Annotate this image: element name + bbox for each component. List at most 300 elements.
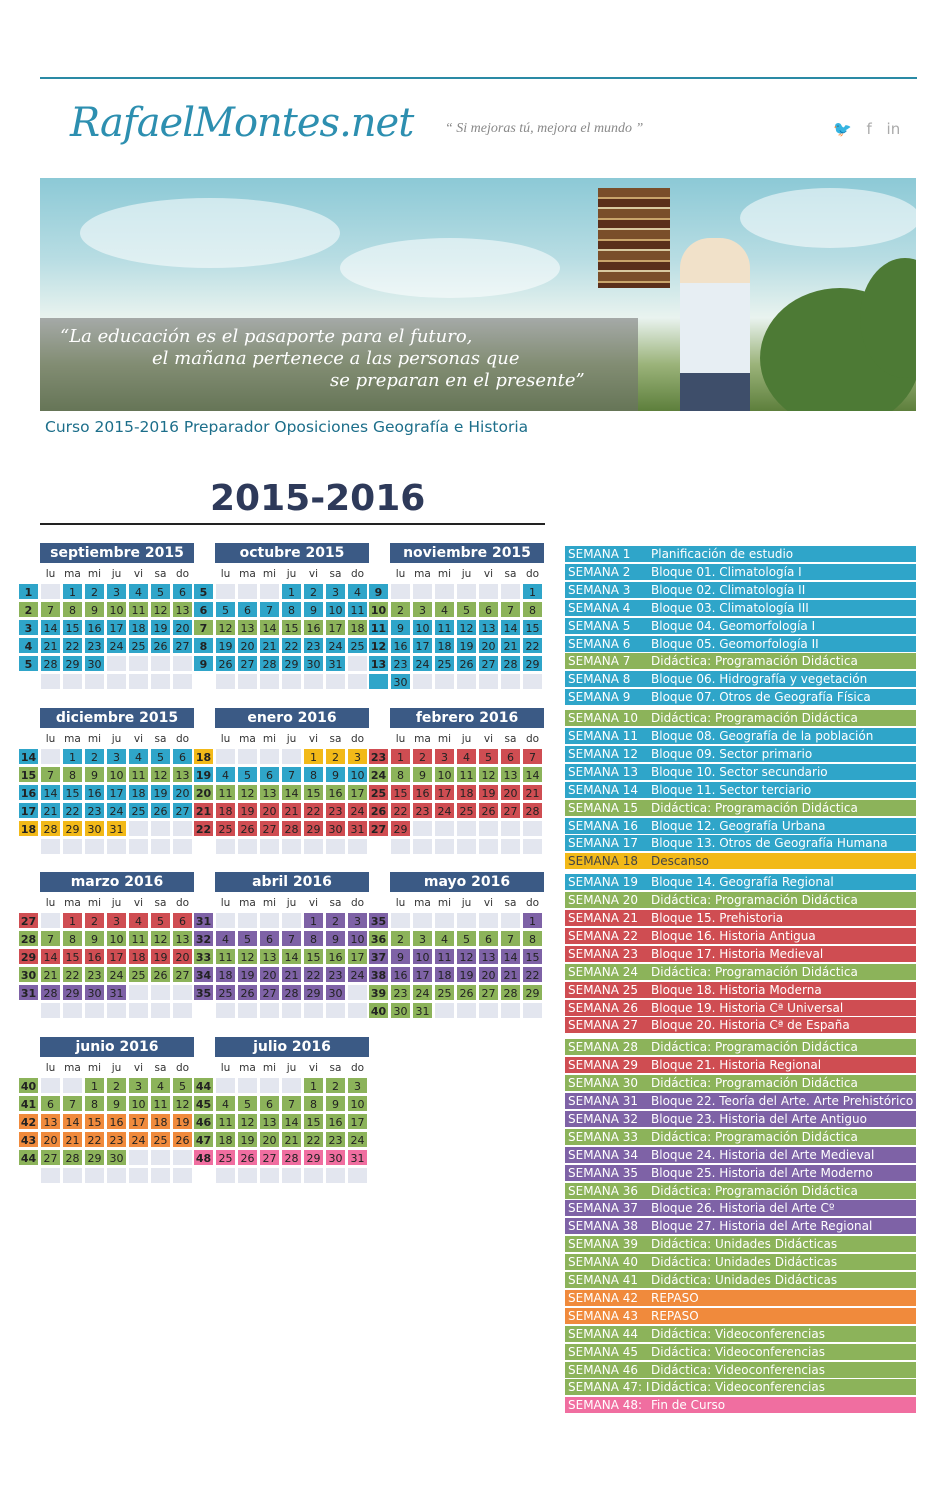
day-cell: 24 xyxy=(347,1131,368,1148)
day-cell xyxy=(434,1002,455,1019)
week-plan-row xyxy=(565,892,916,909)
day-cell: 24 xyxy=(325,637,346,654)
day-cell xyxy=(150,673,171,690)
day-header: ma xyxy=(62,565,83,582)
day-cell: 26 xyxy=(237,984,258,1001)
day-cell xyxy=(40,673,61,690)
day-cell: 19 xyxy=(150,948,171,965)
day-cell xyxy=(128,673,149,690)
day-cell xyxy=(172,820,193,837)
week-topic: Bloque 27. Historia del Arte Regional xyxy=(651,1219,873,1234)
week-label: SEMANA 44 xyxy=(568,1326,639,1341)
week-topic: Bloque 02. Climatología II xyxy=(651,582,806,597)
week-topic: Didáctica: Unidades Didácticas xyxy=(651,1273,838,1287)
day-header: sa xyxy=(325,894,346,911)
day-cell xyxy=(347,1002,368,1019)
week-label: SEMANA 43 xyxy=(568,1308,639,1323)
day-cell: 1 xyxy=(522,583,543,600)
week-number: 31 xyxy=(18,984,39,1001)
week-number: 47 xyxy=(193,1131,214,1148)
day-cell: 24 xyxy=(106,966,127,983)
day-cell: 22 xyxy=(522,966,543,983)
week-label: SEMANA 35 xyxy=(568,1165,639,1180)
day-header: ju xyxy=(281,894,302,911)
day-cell: 12 xyxy=(237,948,258,965)
week-number: 41 xyxy=(18,1095,39,1112)
day-cell: 16 xyxy=(390,637,411,654)
week-topic: Didáctica: Programación Didáctica xyxy=(651,964,858,979)
day-header: mi xyxy=(84,565,105,582)
day-cell: 23 xyxy=(84,966,105,983)
week-number: 39 xyxy=(368,984,389,1001)
week-label: SEMANA 27 xyxy=(568,1018,639,1033)
week-topic: Bloque 26. Historia del Arte Cº xyxy=(651,1201,835,1216)
day-cell: 10 xyxy=(325,601,346,618)
week-label: SEMANA 9 xyxy=(568,690,631,705)
day-cell: 2 xyxy=(412,748,433,765)
day-cell: 17 xyxy=(412,637,433,654)
day-cell: 14 xyxy=(40,784,61,801)
day-cell: 3 xyxy=(412,601,433,618)
day-cell: 1 xyxy=(62,912,83,929)
day-cell: 22 xyxy=(303,966,324,983)
week-number: 24 xyxy=(368,766,389,783)
day-cell: 28 xyxy=(500,984,521,1001)
day-cell xyxy=(303,838,324,855)
day-cell xyxy=(215,1077,236,1094)
day-cell: 26 xyxy=(215,655,236,672)
day-cell: 12 xyxy=(237,1113,258,1130)
day-cell xyxy=(172,655,193,672)
day-cell: 4 xyxy=(150,1077,171,1094)
day-cell: 5 xyxy=(237,930,258,947)
week-label: SEMANA 21 xyxy=(568,911,639,925)
day-cell xyxy=(106,1002,127,1019)
day-cell: 4 xyxy=(434,930,455,947)
day-cell xyxy=(128,1002,149,1019)
day-cell: 5 xyxy=(150,912,171,929)
day-cell: 25 xyxy=(128,966,149,983)
week-plan-row xyxy=(565,1218,916,1235)
week-number: 5 xyxy=(18,655,39,672)
week-plan-row xyxy=(565,982,916,999)
day-cell: 28 xyxy=(40,984,61,1001)
day-cell xyxy=(84,1167,105,1184)
day-cell xyxy=(106,655,127,672)
day-cell xyxy=(281,912,302,929)
day-cell xyxy=(456,820,477,837)
day-cell: 22 xyxy=(303,802,324,819)
day-cell: 14 xyxy=(281,784,302,801)
day-header: mi xyxy=(259,1059,280,1076)
day-cell: 23 xyxy=(325,966,346,983)
day-cell xyxy=(500,1002,521,1019)
week-plan-row xyxy=(565,910,916,927)
week-plan-row xyxy=(565,1111,916,1128)
day-cell: 7 xyxy=(500,930,521,947)
social-links xyxy=(833,120,910,138)
day-cell: 17 xyxy=(347,784,368,801)
day-cell xyxy=(237,838,258,855)
week-number: 25 xyxy=(368,784,389,801)
week-label: SEMANA 31 xyxy=(568,1094,639,1108)
month-title: enero 2016 xyxy=(215,708,369,728)
day-header: mi xyxy=(259,730,280,747)
day-cell: 18 xyxy=(128,948,149,965)
day-cell xyxy=(347,1167,368,1184)
day-cell: 29 xyxy=(303,984,324,1001)
day-cell: 8 xyxy=(62,766,83,783)
week-topic: Didáctica: Programación Didáctica xyxy=(651,893,858,908)
week-label: SEMANA 22 xyxy=(568,928,639,943)
day-cell: 2 xyxy=(84,583,105,600)
week-topic: Bloque 15. Prehistoria xyxy=(651,911,784,925)
day-cell: 30 xyxy=(106,1149,127,1166)
day-header: ju xyxy=(106,1059,127,1076)
day-cell: 20 xyxy=(500,784,521,801)
day-cell: 29 xyxy=(303,1149,324,1166)
day-cell: 14 xyxy=(259,619,280,636)
week-plan-row xyxy=(565,710,916,727)
day-cell: 13 xyxy=(500,766,521,783)
day-cell: 16 xyxy=(412,784,433,801)
week-number: 9 xyxy=(193,655,214,672)
day-cell: 12 xyxy=(215,619,236,636)
motto: “ Si mejoras tú, mejora el mundo ” xyxy=(445,121,644,136)
day-header: vi xyxy=(478,894,499,911)
day-cell: 11 xyxy=(215,1113,236,1130)
week-topic: Didáctica: Unidades Didácticas xyxy=(651,1255,838,1270)
day-header: sa xyxy=(325,565,346,582)
day-cell: 6 xyxy=(259,1095,280,1112)
day-cell: 13 xyxy=(259,948,280,965)
day-cell: 10 xyxy=(106,601,127,618)
day-cell: 7 xyxy=(522,748,543,765)
day-cell: 8 xyxy=(303,1095,324,1112)
week-topic: Bloque 03. Climatología III xyxy=(651,600,809,615)
week-plan-row xyxy=(565,1075,916,1092)
month-title: diciembre 2015 xyxy=(40,708,194,728)
week-label: SEMANA 48: xyxy=(568,1398,643,1413)
day-cell: 28 xyxy=(40,820,61,837)
day-cell: 12 xyxy=(478,766,499,783)
day-cell xyxy=(390,912,411,929)
day-cell xyxy=(259,748,280,765)
day-cell xyxy=(500,583,521,600)
day-cell: 17 xyxy=(325,619,346,636)
day-header: ma xyxy=(237,894,258,911)
week-number: 18 xyxy=(193,748,214,765)
day-cell: 15 xyxy=(303,948,324,965)
week-label: SEMANA 7 xyxy=(568,654,631,669)
day-cell: 27 xyxy=(259,820,280,837)
week-number xyxy=(193,838,214,855)
day-cell: 10 xyxy=(106,766,127,783)
day-cell: 19 xyxy=(237,802,258,819)
week-label: SEMANA 41 xyxy=(568,1273,639,1287)
week-topic: Bloque 06. Hidrografía y vegetación xyxy=(651,672,868,687)
day-cell xyxy=(303,1167,324,1184)
day-cell: 24 xyxy=(434,802,455,819)
day-cell: 21 xyxy=(500,637,521,654)
day-cell: 20 xyxy=(237,637,258,654)
day-cell: 31 xyxy=(106,984,127,1001)
week-plan-row xyxy=(565,618,916,635)
week-number xyxy=(193,1167,214,1184)
day-cell: 21 xyxy=(40,637,61,654)
day-cell: 26 xyxy=(237,1149,258,1166)
week-plan-row xyxy=(565,1290,916,1307)
day-cell: 14 xyxy=(40,619,61,636)
day-cell: 18 xyxy=(150,1113,171,1130)
day-cell: 7 xyxy=(62,1095,83,1112)
day-cell xyxy=(434,583,455,600)
day-header: lu xyxy=(40,894,61,911)
week-topic: Bloque 25. Historia del Arte Moderno xyxy=(651,1165,873,1180)
week-topic: Bloque 21. Historia Regional xyxy=(651,1058,822,1073)
day-cell: 21 xyxy=(259,637,280,654)
day-header: sa xyxy=(325,1059,346,1076)
day-header: mi xyxy=(434,565,455,582)
day-cell: 11 xyxy=(128,601,149,618)
week-topic: Bloque 05. Geomorfología II xyxy=(651,636,819,651)
day-cell: 29 xyxy=(522,984,543,1001)
day-cell xyxy=(281,673,302,690)
day-cell: 5 xyxy=(150,748,171,765)
day-cell: 1 xyxy=(303,1077,324,1094)
week-number: 4 xyxy=(18,637,39,654)
week-number: 45 xyxy=(193,1095,214,1112)
week-label: SEMANA 46 xyxy=(568,1362,639,1377)
week-plan-row xyxy=(565,874,916,891)
day-cell: 28 xyxy=(62,1149,83,1166)
week-number: 1 xyxy=(18,583,39,600)
week-number xyxy=(18,1002,39,1019)
day-cell xyxy=(478,820,499,837)
week-number: 22 xyxy=(193,820,214,837)
day-cell: 27 xyxy=(172,802,193,819)
week-number: 28 xyxy=(18,930,39,947)
day-cell: 23 xyxy=(390,984,411,1001)
day-cell xyxy=(128,655,149,672)
day-cell: 30 xyxy=(390,673,411,690)
day-cell: 1 xyxy=(62,583,83,600)
day-cell xyxy=(215,1002,236,1019)
site-logo[interactable]: RafaelMontes.net xyxy=(70,100,414,146)
day-cell xyxy=(478,912,499,929)
day-cell: 2 xyxy=(303,583,324,600)
day-cell: 6 xyxy=(259,766,280,783)
day-cell: 15 xyxy=(62,784,83,801)
day-header: lu xyxy=(390,894,411,911)
day-cell: 12 xyxy=(172,1095,193,1112)
week-plan-row xyxy=(565,782,916,799)
day-cell: 18 xyxy=(128,619,149,636)
week-number: 20 xyxy=(193,784,214,801)
day-cell: 13 xyxy=(478,948,499,965)
day-cell: 18 xyxy=(434,966,455,983)
day-header: lu xyxy=(215,730,236,747)
week-topic: Didáctica: Unidades Didácticas xyxy=(651,1237,838,1252)
day-cell: 3 xyxy=(106,748,127,765)
week-topic: Bloque 10. Sector secundario xyxy=(651,764,828,779)
day-cell xyxy=(62,1167,83,1184)
day-header: ju xyxy=(281,1059,302,1076)
day-header: do xyxy=(172,1059,193,1076)
day-cell xyxy=(259,583,280,600)
day-cell xyxy=(172,1167,193,1184)
day-cell: 3 xyxy=(347,912,368,929)
day-cell: 30 xyxy=(84,984,105,1001)
day-cell xyxy=(522,673,543,690)
day-header: mi xyxy=(259,565,280,582)
week-topic: Bloque 19. Historia Cª Universal xyxy=(651,1000,844,1015)
week-plan-row xyxy=(565,1326,916,1343)
day-header: vi xyxy=(128,730,149,747)
week-number: 29 xyxy=(18,948,39,965)
day-cell: 16 xyxy=(84,619,105,636)
day-cell xyxy=(40,583,61,600)
day-cell: 12 xyxy=(456,619,477,636)
day-cell: 13 xyxy=(172,601,193,618)
week-number: 8 xyxy=(193,637,214,654)
day-cell: 24 xyxy=(106,802,127,819)
day-cell xyxy=(237,673,258,690)
day-cell: 10 xyxy=(434,766,455,783)
day-cell: 28 xyxy=(281,984,302,1001)
day-cell: 5 xyxy=(215,601,236,618)
day-cell xyxy=(237,912,258,929)
day-cell xyxy=(456,912,477,929)
day-cell: 9 xyxy=(325,930,346,947)
day-cell: 3 xyxy=(347,1077,368,1094)
week-topic: Didáctica: Programación Didáctica xyxy=(651,1183,858,1198)
day-cell: 9 xyxy=(84,601,105,618)
day-cell: 18 xyxy=(128,784,149,801)
day-cell: 10 xyxy=(412,619,433,636)
week-label: SEMANA 36 xyxy=(568,1183,639,1198)
week-number: 7 xyxy=(193,619,214,636)
day-cell: 13 xyxy=(259,784,280,801)
week-number: 38 xyxy=(368,966,389,983)
day-cell: 27 xyxy=(500,802,521,819)
facebook-icon[interactable]: f xyxy=(866,120,872,138)
day-cell: 11 xyxy=(128,766,149,783)
day-cell xyxy=(259,1167,280,1184)
week-topic: Planificación de estudio xyxy=(651,547,794,561)
day-cell: 23 xyxy=(84,802,105,819)
day-header: ju xyxy=(456,894,477,911)
day-cell xyxy=(128,820,149,837)
day-cell: 16 xyxy=(325,784,346,801)
day-cell xyxy=(40,1167,61,1184)
child-image xyxy=(680,238,750,411)
day-cell: 27 xyxy=(172,637,193,654)
day-cell: 4 xyxy=(128,748,149,765)
day-cell: 12 xyxy=(237,784,258,801)
day-cell: 28 xyxy=(40,655,61,672)
day-cell xyxy=(40,748,61,765)
day-cell: 19 xyxy=(150,619,171,636)
week-topic: Didáctica: Programación Didáctica xyxy=(651,1129,858,1144)
day-cell xyxy=(325,1167,346,1184)
day-cell: 1 xyxy=(303,748,324,765)
day-cell: 16 xyxy=(84,784,105,801)
week-label: SEMANA 23 xyxy=(568,946,639,961)
day-cell: 25 xyxy=(456,802,477,819)
week-number: 27 xyxy=(18,912,39,929)
day-header: do xyxy=(347,565,368,582)
day-cell: 26 xyxy=(150,802,171,819)
week-label: SEMANA 3 xyxy=(568,582,631,597)
week-topic: Bloque 14. Geografía Regional xyxy=(651,875,834,890)
week-label: SEMANA 30 xyxy=(568,1076,639,1091)
day-header: sa xyxy=(150,565,171,582)
day-cell: 29 xyxy=(522,655,543,672)
week-label: SEMANA 8 xyxy=(568,672,631,687)
day-cell: 28 xyxy=(281,1149,302,1166)
week-label: SEMANA 20 xyxy=(568,893,639,908)
day-header: vi xyxy=(303,1059,324,1076)
day-cell: 25 xyxy=(150,1131,171,1148)
day-cell xyxy=(237,1167,258,1184)
day-cell xyxy=(412,583,433,600)
day-cell xyxy=(347,655,368,672)
day-header: ju xyxy=(281,565,302,582)
day-cell xyxy=(522,820,543,837)
day-cell: 11 xyxy=(128,930,149,947)
day-cell xyxy=(325,838,346,855)
day-header: vi xyxy=(303,565,324,582)
day-cell: 30 xyxy=(325,1149,346,1166)
day-cell: 17 xyxy=(434,784,455,801)
week-topic: Didáctica: Videoconferencias xyxy=(651,1362,825,1377)
day-cell: 17 xyxy=(347,1113,368,1130)
day-cell xyxy=(128,1149,149,1166)
week-number: 5 xyxy=(193,583,214,600)
day-cell: 17 xyxy=(106,784,127,801)
day-cell: 2 xyxy=(84,912,105,929)
day-cell xyxy=(150,984,171,1001)
day-cell: 16 xyxy=(303,619,324,636)
course-subtitle: Curso 2015-2016 Preparador Oposiciones Geografía e Historia xyxy=(45,418,529,436)
day-cell xyxy=(128,838,149,855)
day-cell: 26 xyxy=(456,984,477,1001)
day-cell xyxy=(215,838,236,855)
day-header: vi xyxy=(128,1059,149,1076)
day-cell: 8 xyxy=(303,766,324,783)
month-title: octubre 2015 xyxy=(215,543,369,563)
day-cell: 21 xyxy=(62,1131,83,1148)
day-cell xyxy=(215,912,236,929)
day-cell xyxy=(325,1002,346,1019)
day-header: vi xyxy=(478,730,499,747)
day-cell: 5 xyxy=(456,930,477,947)
linkedin-icon[interactable]: in xyxy=(886,120,901,138)
day-cell: 29 xyxy=(84,1149,105,1166)
week-number: 6 xyxy=(193,601,214,618)
week-label: SEMANA 26 xyxy=(568,1000,639,1015)
day-cell: 3 xyxy=(325,583,346,600)
day-header: lu xyxy=(390,730,411,747)
twitter-icon[interactable]: 🐦 xyxy=(833,120,852,138)
week-label: SEMANA 40 xyxy=(568,1255,639,1270)
day-cell: 10 xyxy=(347,930,368,947)
week-number: 43 xyxy=(18,1131,39,1148)
day-cell: 24 xyxy=(412,655,433,672)
day-cell xyxy=(281,1002,302,1019)
week-label: SEMANA 28 xyxy=(568,1040,639,1055)
